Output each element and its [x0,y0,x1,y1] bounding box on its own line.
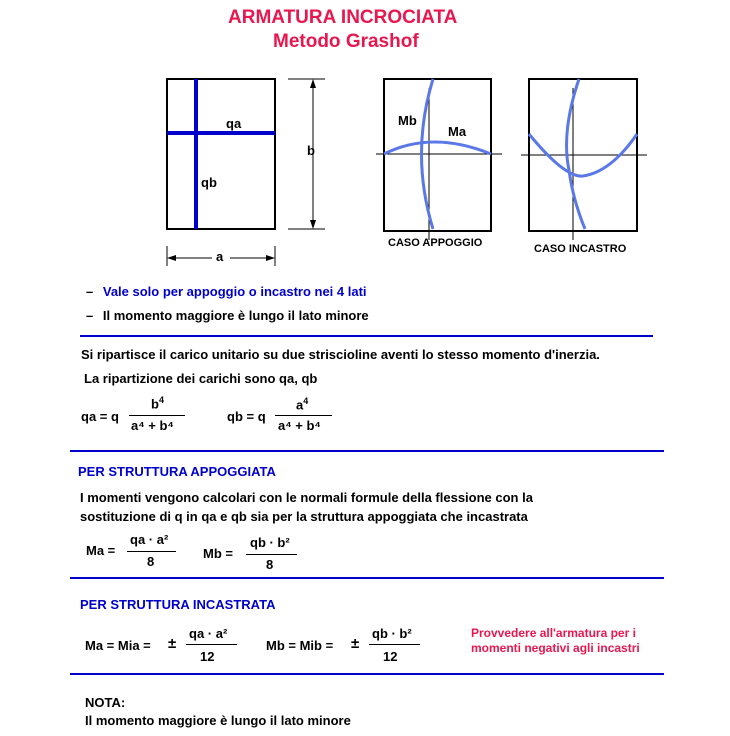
nota-label: NOTA: [85,695,126,710]
plate-outline [167,79,275,229]
appoggiata-text-2: sostituzione di q in qa e qb sia per la struttura appoggiata che incastrata [80,509,528,524]
qb-num-base: a [296,397,304,413]
appoggiata-text-1: I momenti vengono calcolari con le normali formule della flessione con la [80,490,533,505]
bullet-1 [86,284,367,299]
label-a: a [216,249,224,264]
bullet-dash: – [86,284,94,299]
formula-ma-lhs: Ma = [86,543,116,558]
formula-mia-lhs: Ma = Mia = [85,638,151,653]
caption-caso-incastro: CASO INCASTRO [534,243,627,255]
formula-qb-numerator [296,396,308,412]
formula-mib-numerator: qb · b² [372,626,412,641]
formula-ma-numerator: qa · a² [130,532,169,547]
heading-incastrata: PER STRUTTURA INCASTRATA [80,597,276,612]
dim-a-arrow-right [266,255,275,261]
formula-mb-denominator: 8 [266,557,274,572]
formula-mia-denominator: 12 [200,649,215,664]
caption-caso-appoggio: CASO APPOGGIO [388,237,483,249]
fraction-bar [186,644,237,645]
formula-qa-denominator: a⁴ + b⁴ [131,418,174,433]
incastro-curve-mb [567,79,585,229]
label-qb: qb [201,175,217,190]
formula-mb-lhs: Mb = [203,546,233,561]
formula-mb-numerator: qb · b² [250,535,290,550]
plus-minus-sign: ± [168,635,177,652]
divider [80,335,653,337]
page-subtitle: Metodo Grashof [273,31,419,52]
formula-qb-lhs: qb = q [227,409,266,424]
formula-mib-denominator: 12 [383,649,398,664]
moment-curve-ma [384,142,491,154]
qa-num-exp: 4 [158,395,164,405]
heading-appoggiata: PER STRUTTURA APPOGGIATA [78,464,276,479]
note-line-1: Provvedere all'armatura per i [471,626,636,640]
divider [70,577,664,579]
fraction-bar [246,554,297,555]
dim-b-arrow-bottom [310,220,316,229]
formula-mib-lhs: Mb = Mib = [266,638,334,653]
fraction-bar [369,644,420,645]
fraction-bar [129,415,185,416]
label-qa: qa [226,116,242,131]
intro-line-2: La ripartizione dei carichi sono qa, qb [84,371,318,386]
plus-minus-sign: ± [351,635,360,652]
formula-qb-denominator: a⁴ + b⁴ [278,418,321,433]
nota-text: Il momento maggiore è lungo il lato minore [85,713,351,728]
formula-ma-denominator: 8 [147,554,155,569]
bullet-text: Il momento maggiore è lungo il lato minore [102,308,369,323]
caso-appoggio-diagram [370,70,510,240]
note-line-2: momenti negativi agli incastri [471,641,640,655]
bullet-text: Vale solo per appoggio o incastro nei 4 lati [102,284,367,299]
qa-num-base: b [151,396,159,412]
fraction-bar [275,415,332,416]
label-b: b [307,143,315,158]
bullet-2 [86,308,369,323]
divider [70,450,664,452]
dim-a-arrow-left [167,255,176,261]
bullet-dash: – [86,308,94,323]
caso-incastro-diagram [515,70,655,240]
plate-strips-diagram [150,70,350,270]
label-ma: Ma [448,124,467,139]
formula-mia-numerator: qa · a² [189,626,228,641]
divider [70,673,664,675]
fraction-bar [127,551,176,552]
label-mb: Mb [398,113,417,128]
intro-line-1: Si ripartisce il carico unitario su due striscioline aventi lo stesso momento d'inerzia. [81,347,600,362]
qb-num-exp: 4 [303,396,309,406]
appoggio-plate-outline [384,79,491,231]
page-title: ARMATURA INCROCIATA [228,7,458,28]
dim-b-arrow-top [310,79,316,88]
formula-qa-lhs: qa = q [81,409,119,424]
formula-qa-numerator [151,395,164,411]
